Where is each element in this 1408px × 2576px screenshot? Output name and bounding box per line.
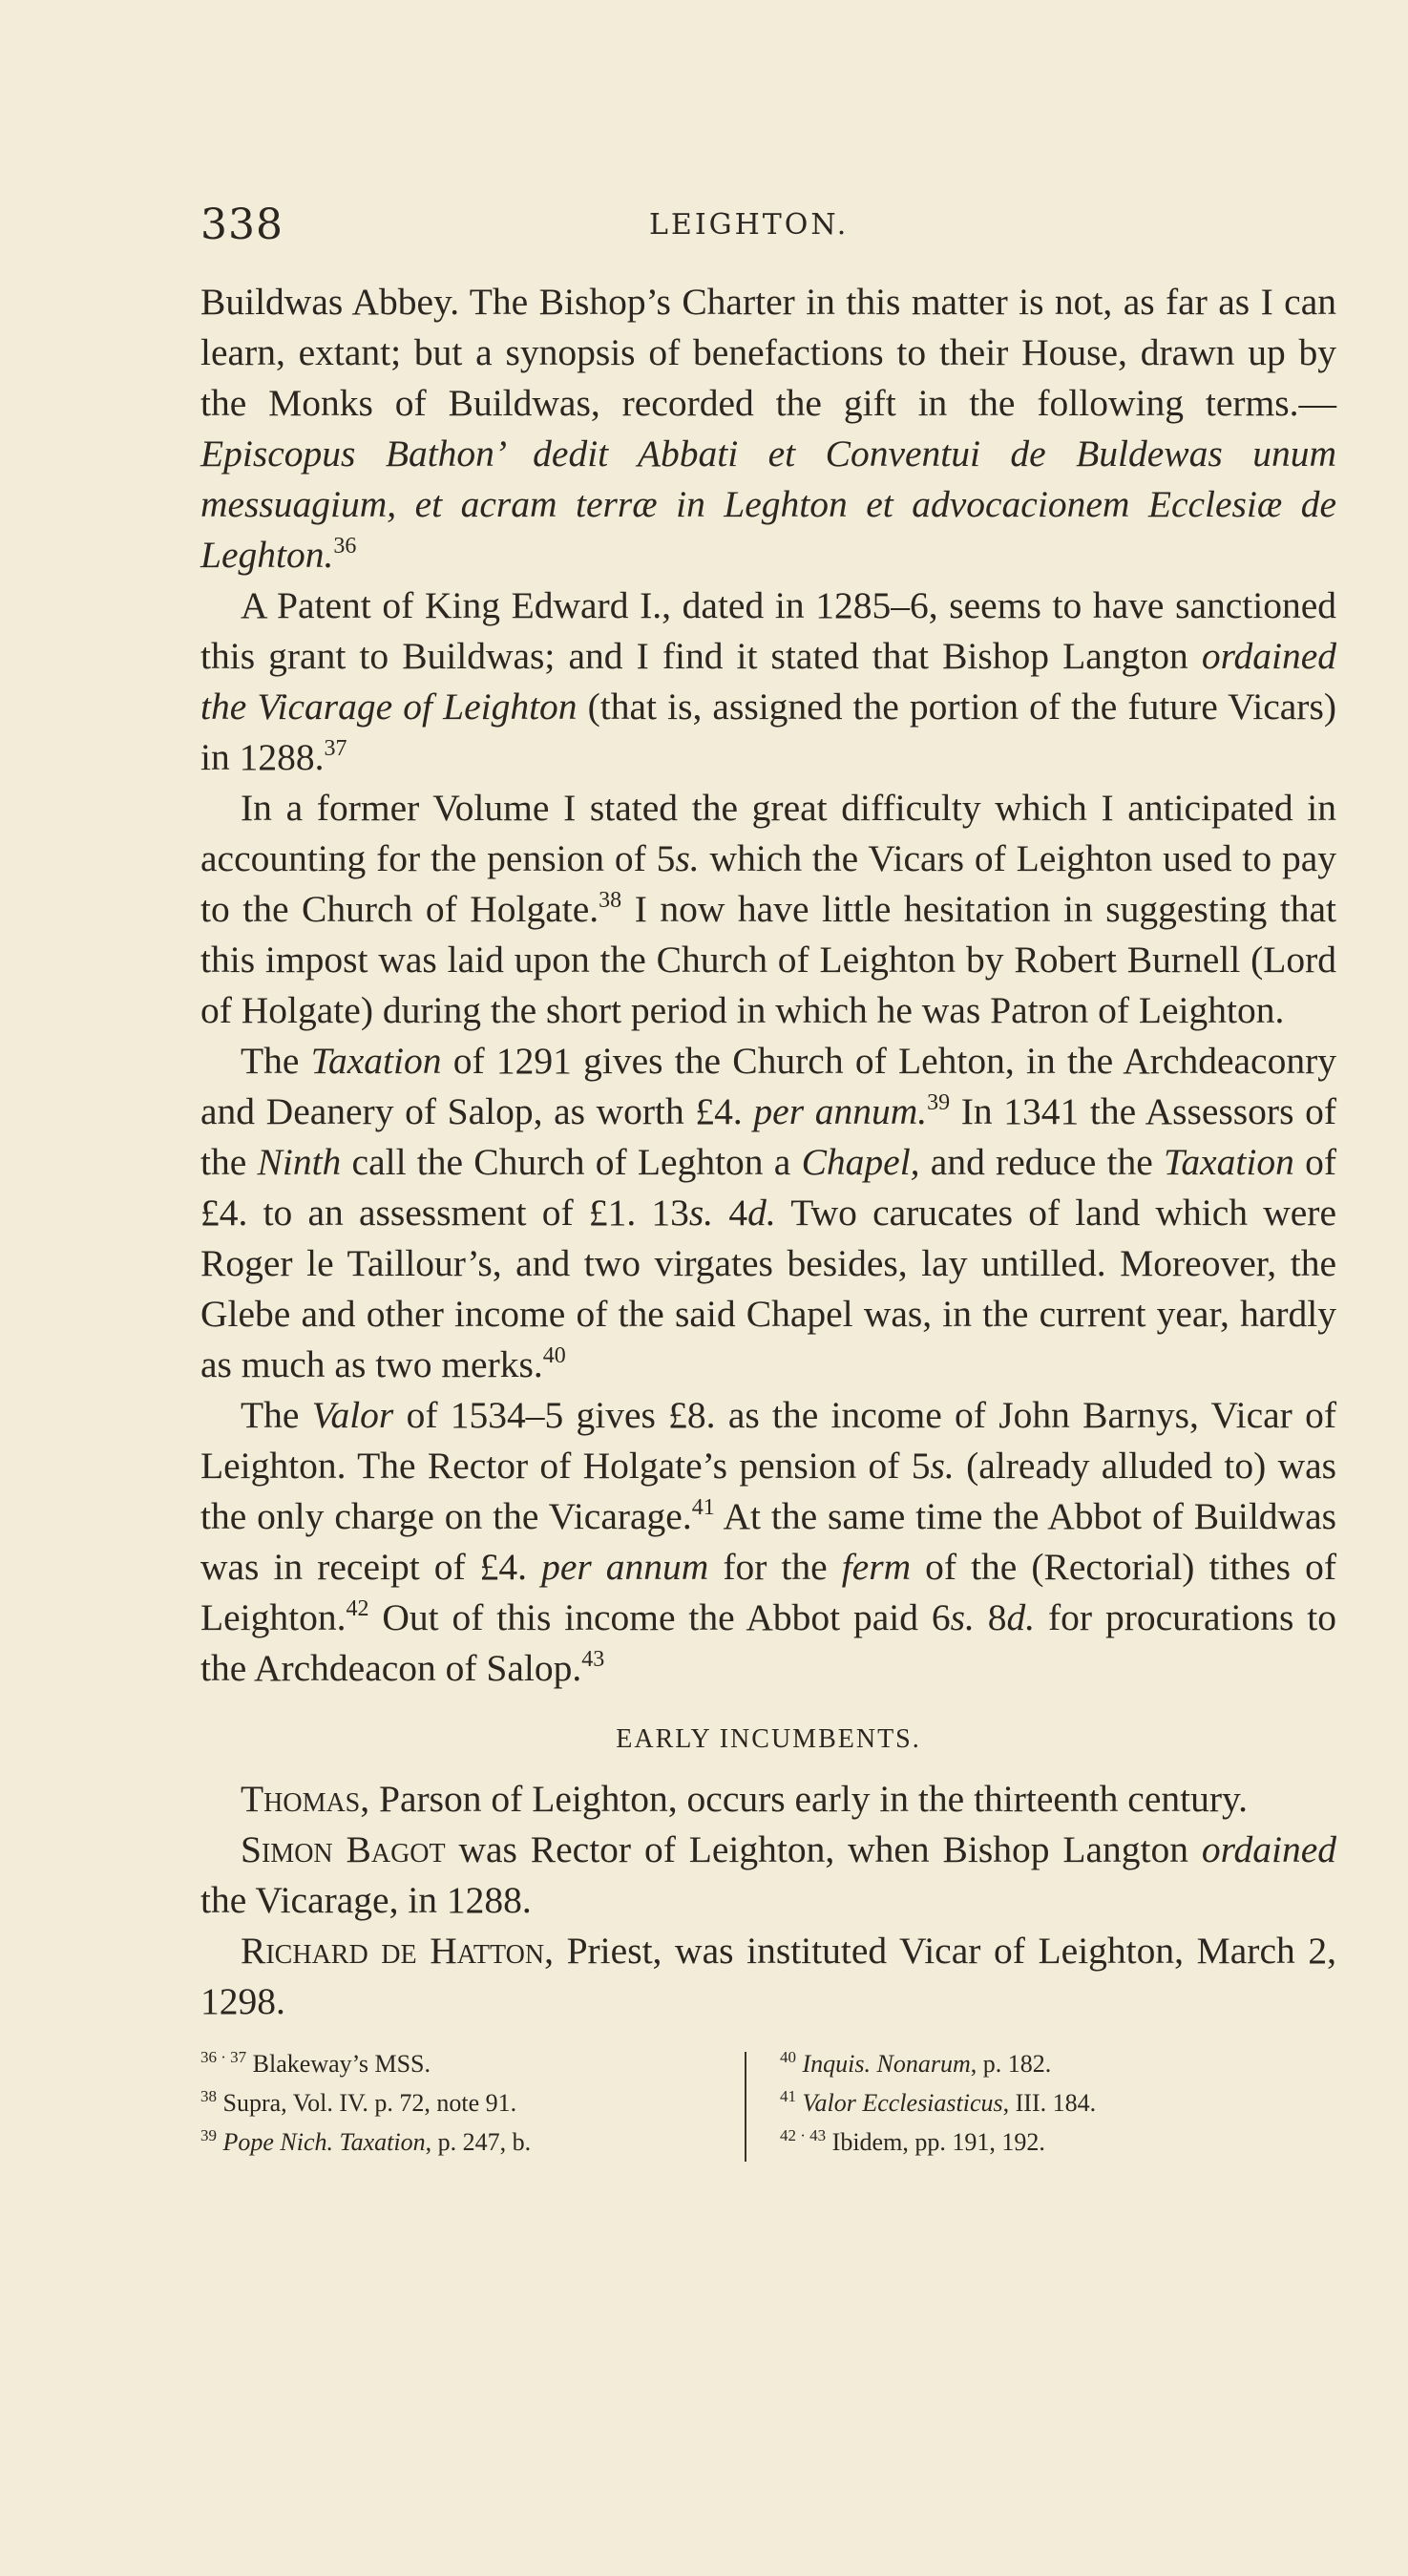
footnote-ref: 42 bbox=[346, 1596, 369, 1621]
paragraph-3 bbox=[200, 783, 1336, 1036]
footnote-number: 41 bbox=[780, 2087, 796, 2105]
text-run: Two carucates of land which were Roger le Taillour’s, and two virgates besides, lay untilled. Moreover, the Glebe and other income of the said Chapel was, in the current year, hardly as much as two merks. bbox=[200, 1192, 1336, 1385]
footnote-ref: 38 bbox=[599, 888, 622, 913]
footnotes-left-column bbox=[200, 2044, 730, 2162]
text-run: In 1341 the Assessors of the bbox=[200, 1090, 1336, 1183]
footnote-text: , III. 184. bbox=[1002, 2089, 1097, 2117]
footnote-text: , p. 247, b. bbox=[425, 2128, 532, 2156]
italic-run: Chapel, bbox=[801, 1141, 920, 1183]
footnote-number: 40 bbox=[780, 2048, 796, 2066]
footnote-text: , p. 182. bbox=[970, 2050, 1052, 2078]
footnote bbox=[200, 2083, 730, 2122]
text-run: , Parson of Leighton, occurs early in the thirteenth century. bbox=[360, 1778, 1249, 1820]
italic-run: ordained bbox=[1201, 1828, 1336, 1870]
text-run: , Priest, was instituted Vicar of Leighton, March 2, 1298. bbox=[200, 1930, 1337, 2022]
running-title: LEIGHTON. bbox=[649, 208, 850, 242]
italic-run: ferm bbox=[841, 1546, 912, 1588]
italic-run: Valor bbox=[311, 1394, 394, 1436]
text-run: call the Church of Leghton a bbox=[341, 1141, 802, 1183]
footnote bbox=[200, 2122, 730, 2162]
text-run: 8 bbox=[974, 1596, 1007, 1638]
text-run: 4 bbox=[713, 1192, 748, 1234]
italic-run: per annum. bbox=[753, 1090, 928, 1132]
footnote bbox=[780, 2083, 1310, 2122]
footnote-number: 36 · 37 bbox=[200, 2048, 247, 2066]
footnote bbox=[780, 2044, 1310, 2083]
footnote bbox=[200, 2044, 730, 2083]
text-run: of 1534–5 gives £8. as the income of John Barnys, Vicar of Leighton. The Rector of Holgate’s pension of 5 bbox=[200, 1394, 1336, 1487]
footnote-italic: Inquis. Nonarum bbox=[802, 2050, 971, 2078]
text-run: was Rector of Leighton, when Bishop Langton bbox=[445, 1828, 1202, 1870]
section-heading: EARLY INCUMBENTS. bbox=[616, 1724, 921, 1754]
footnote-ref: 40 bbox=[542, 1343, 566, 1368]
paragraph-1 bbox=[200, 277, 1336, 581]
text-run: The bbox=[241, 1040, 311, 1082]
text-run: The bbox=[241, 1394, 312, 1436]
page-number: 338 bbox=[200, 201, 284, 249]
footnote-divider bbox=[745, 2052, 746, 2162]
paragraph-2 bbox=[200, 581, 1336, 783]
italic-run: s. bbox=[930, 1445, 955, 1487]
italic-run: Taxation bbox=[310, 1040, 442, 1082]
footnotes bbox=[200, 2044, 1336, 2162]
text-run: of the (Rectorial) tithes of Leighton. bbox=[200, 1546, 1336, 1638]
incumbent-name: Thomas bbox=[241, 1778, 361, 1820]
text-run: the Vicarage, in 1288. bbox=[200, 1879, 532, 1921]
italic-run: s. bbox=[675, 837, 700, 879]
text-run: At the same time the Abbot of Buildwas was in receipt of £4. bbox=[200, 1495, 1336, 1588]
footnote-text: Ibidem, pp. 191, 192. bbox=[826, 2128, 1045, 2156]
italic-run: Ninth bbox=[257, 1141, 342, 1183]
footnote-ref: 36 bbox=[333, 534, 357, 559]
italic-run: s. bbox=[688, 1192, 714, 1234]
text-run: for procurations to the Archdeacon of Salop. bbox=[200, 1596, 1336, 1689]
text-run: Buildwas Abbey. The Bishop’s Charter in this matter is not, as far as I can learn, extant; but a synopsis of benefactions to their House, drawn up by the Monks of Buildwas, recorded the gift in the following terms.— bbox=[200, 281, 1336, 424]
incumbent-entry bbox=[200, 1774, 1336, 1825]
italic-run: s. bbox=[950, 1596, 975, 1638]
text-run: (already alluded to) was the only charge on the Vicarage. bbox=[200, 1445, 1337, 1537]
text-run: and reduce the bbox=[919, 1141, 1165, 1183]
text-run: for the bbox=[708, 1546, 842, 1588]
italic-run: d. bbox=[1006, 1596, 1036, 1638]
footnote-ref: 39 bbox=[927, 1090, 951, 1115]
running-head bbox=[200, 191, 1336, 248]
footnote-italic: Valor Ecclesiasticus bbox=[802, 2089, 1003, 2117]
page bbox=[200, 191, 1336, 2162]
footnote-text: Blakeway’s MSS. bbox=[246, 2050, 431, 2078]
footnote-number: 38 bbox=[200, 2087, 217, 2105]
footnote-number: 39 bbox=[200, 2126, 217, 2144]
footnote-ref: 43 bbox=[581, 1647, 605, 1672]
latin-quotation: Episcopus Bathon’ dedit Abbati et Conventui de Buldewas unum messuagium, et acram terræ in Leghton et advocacionem Ecclesiæ de Leghton. bbox=[200, 433, 1336, 576]
text-run: of 1291 gives the Church of Lehton, in the Archdeaconry and Deanery of Salop, as worth £4. bbox=[200, 1040, 1336, 1132]
footnote-text: Supra, Vol. IV. p. 72, note 91. bbox=[217, 2089, 517, 2117]
incumbent-entry bbox=[200, 1926, 1336, 2027]
text-run: Out of this income the Abbot paid 6 bbox=[368, 1596, 951, 1638]
incumbent-name: Richard de Hatton bbox=[241, 1930, 545, 1972]
paragraph-4 bbox=[200, 1036, 1336, 1390]
italic-run: per annum bbox=[541, 1546, 709, 1588]
incumbent-entry bbox=[200, 1825, 1336, 1926]
text-run: A Patent of King Edward I., dated in 1285–6, seems to have sanctioned this grant to Buildwas; and I find it stated that Bishop Langton bbox=[200, 584, 1336, 677]
italic-run: Taxation bbox=[1164, 1141, 1294, 1183]
paragraph-5 bbox=[200, 1390, 1336, 1694]
italic-run: ordained the Vicarage of Leighton bbox=[200, 635, 1336, 728]
incumbent-name: Simon Bagot bbox=[241, 1828, 446, 1870]
footnote bbox=[780, 2122, 1310, 2162]
footnote-italic: Pope Nich. Taxation bbox=[222, 2128, 426, 2156]
text-run: which the Vicars of Leighton used to pay to the Church of Holgate. bbox=[200, 837, 1337, 930]
text-run: I now have little hesitation in suggesting that this impost was laid upon the Church of Leighton by Robert Burnell (Lord of Holgate) during the short period in which he was Patron of Leighton. bbox=[200, 888, 1336, 1031]
footnote-ref: 41 bbox=[691, 1495, 715, 1520]
footnotes-right-column bbox=[730, 2044, 1310, 2162]
footnote-number: 42 · 43 bbox=[780, 2126, 827, 2144]
text-run: of £4. to an assessment of £1. 13 bbox=[200, 1141, 1336, 1234]
body-text bbox=[200, 277, 1336, 2027]
footnote-ref: 37 bbox=[324, 736, 347, 761]
text-run: In a former Volume I stated the great difficulty which I anticipated in accounting for the pension of 5 bbox=[200, 787, 1336, 879]
text-run: (that is, assigned the portion of the future Vicars) in 1288. bbox=[200, 686, 1336, 778]
italic-run: d. bbox=[747, 1192, 776, 1234]
